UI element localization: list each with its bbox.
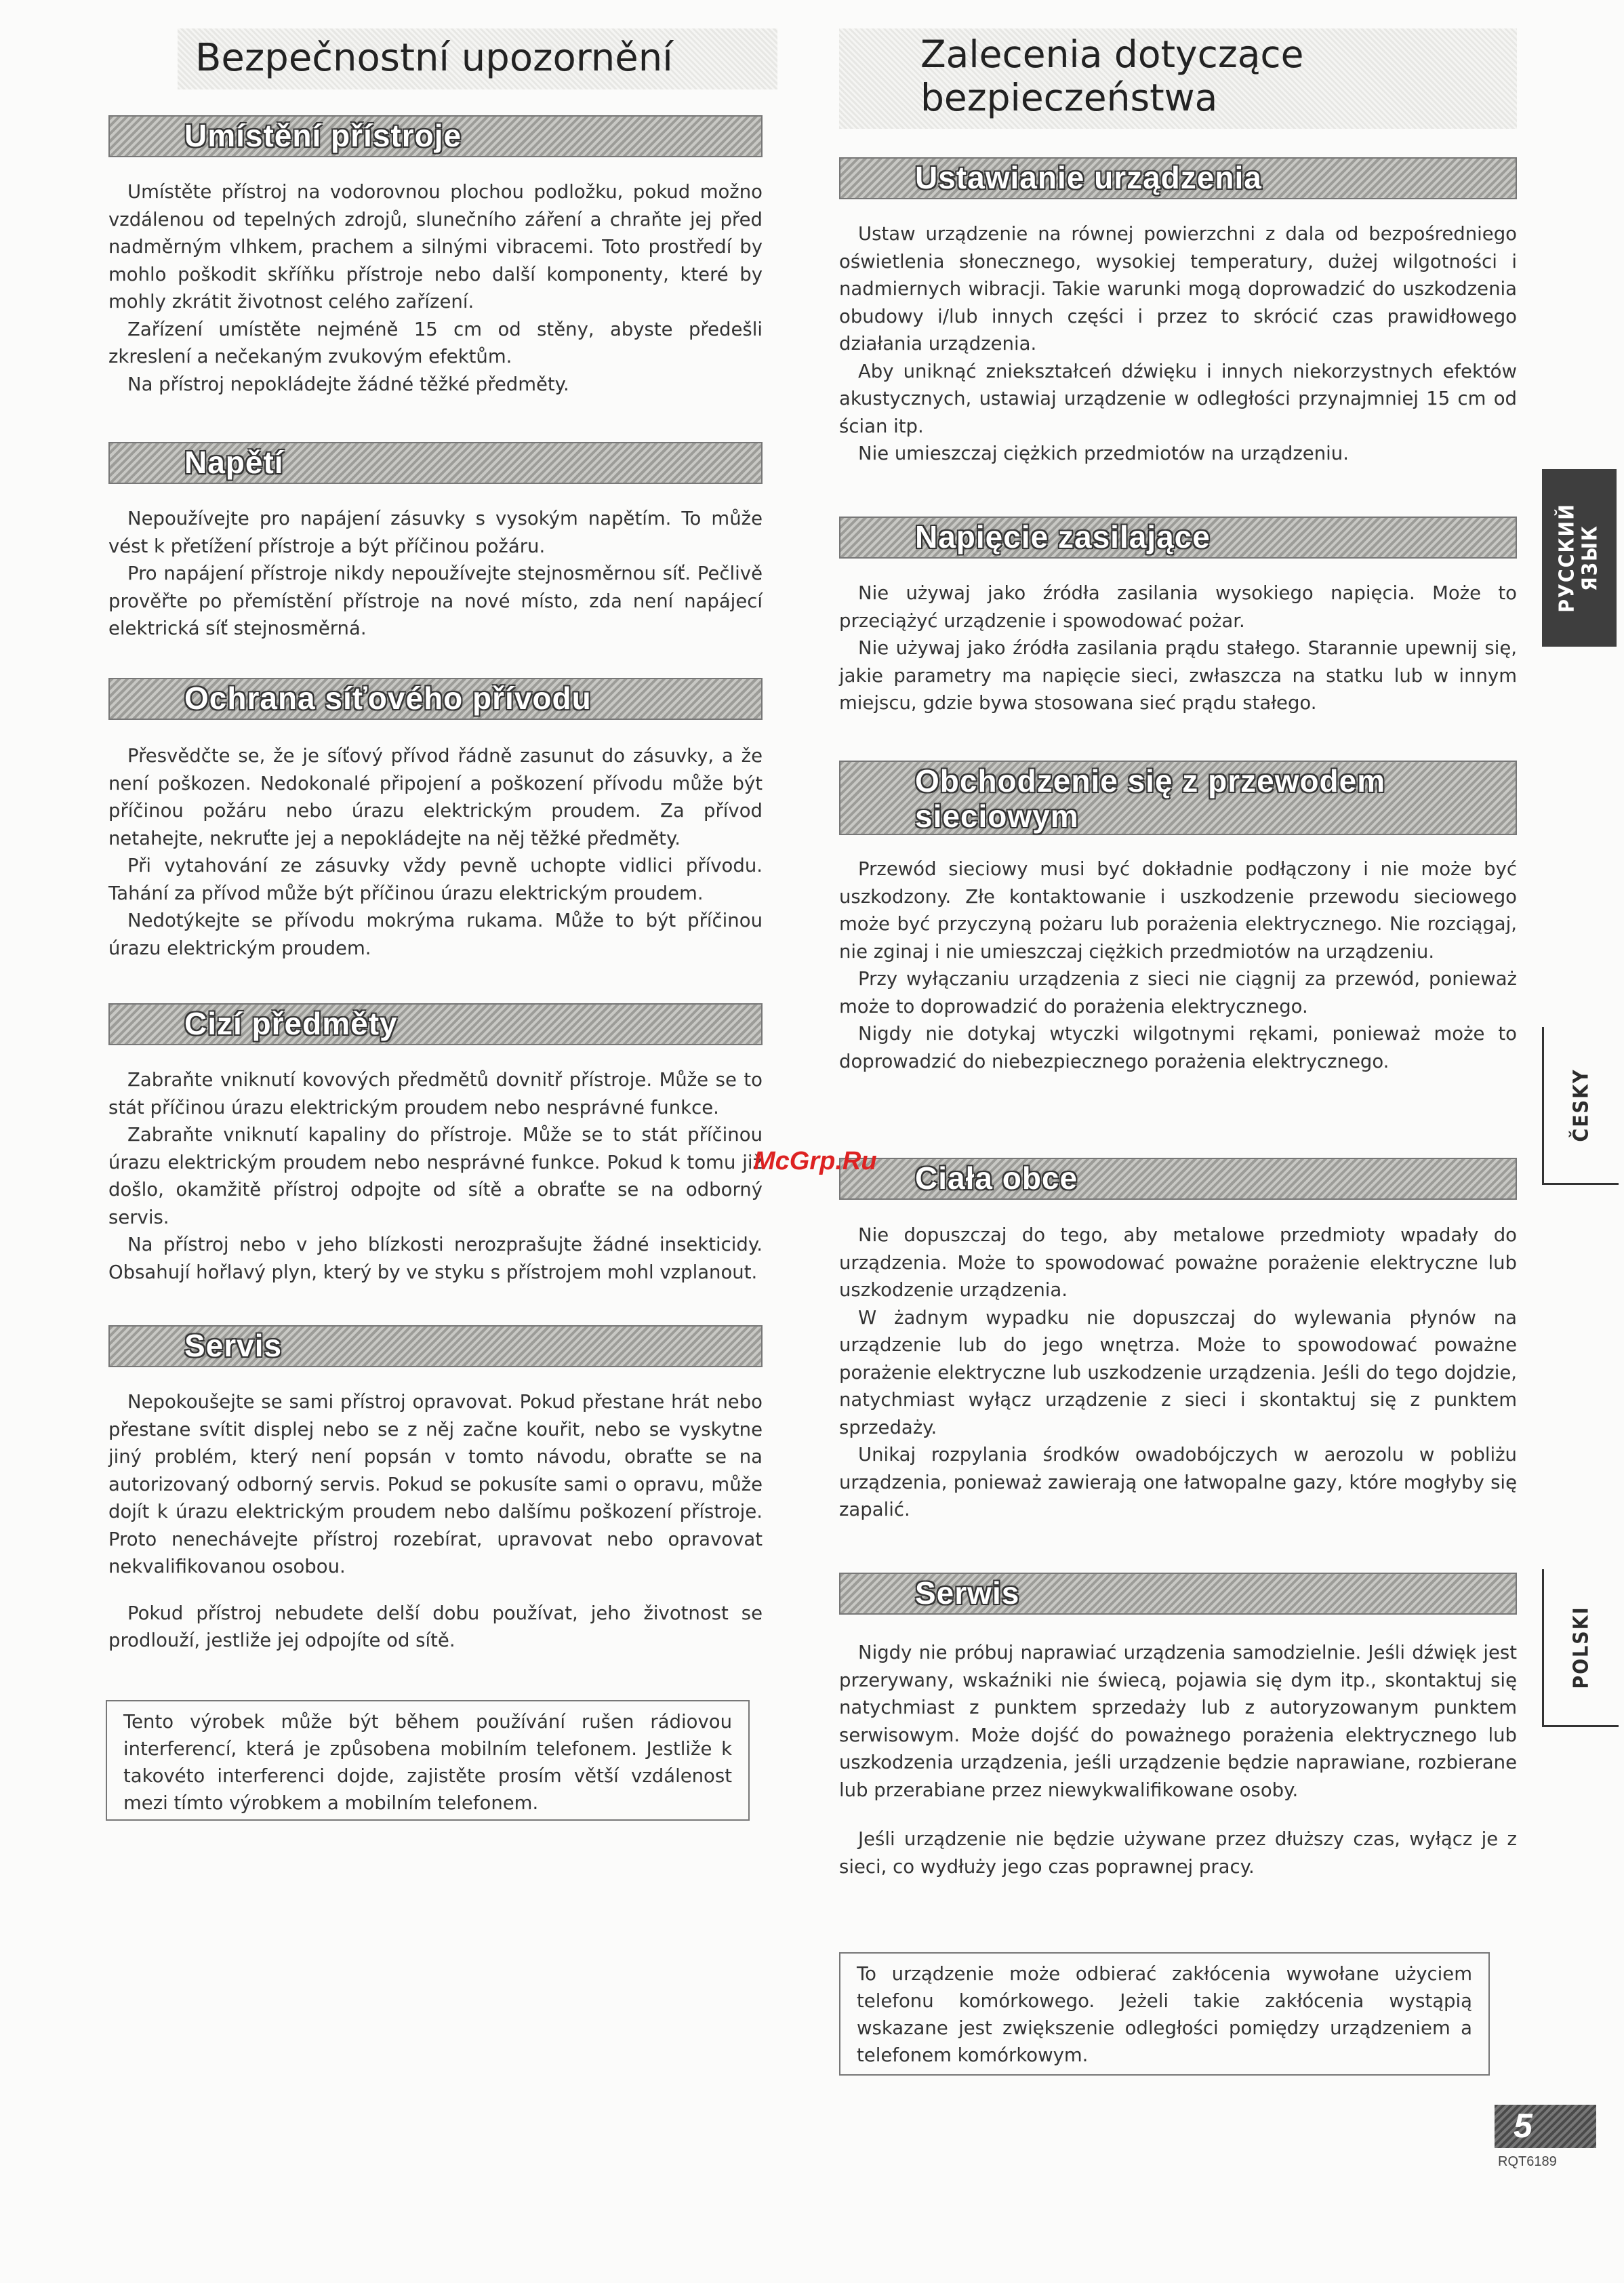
paragraph: W żadnym wypadku nie dopuszczaj do wylewania płynów na urządzenie lub do jego wnętrza. Może to spowodować poważne porażenie elektryczne lub uszkodzenie urządzenia. Jeśli do tego dojdzie, natychmiast wyłącz urządzenie z sieci i skontaktuj się z punktem sprzedaży.	[839, 1306, 1517, 1438]
section-heading-cord-pl	[839, 761, 1517, 835]
section-heading-label: Napięcie zasilające	[915, 519, 1211, 554]
paragraph: Nie używaj jako źródła zasilania wysokiego napięcia. Może to przeciążyć urządzenie i spowodować pożar.	[839, 582, 1517, 632]
paragraph: Na přístroj nebo v jeho blízkosti nerozprašujte žádné insekticidy. Obsahují hořlavý plyn, který by ve styku s přístrojem mohl vzplanout.	[108, 1234, 763, 1283]
paragraph: Nepoužívejte pro napájení zásuvky s vysokým napětím. To může vést k přetížení přístroje a být příčinou požáru.	[108, 508, 763, 557]
page-title-line: bezpieczeństwa	[920, 76, 1218, 119]
paragraph: Nedotýkejte se přívodu mokrýma rukama. Může to být příčinou úrazu elektrickým proudem.	[108, 910, 763, 959]
paragraph: Při vytahování ze zásuvky vždy pevně uchopte vidlici přívodu. Tahání za přívod může být příčinou úrazu elektrickým proudem.	[108, 855, 763, 904]
section-heading-label: Serwis	[915, 1575, 1020, 1611]
section-heading-cord-cz	[108, 678, 763, 720]
language-tab-label: РУССКИЙ	[1556, 503, 1579, 613]
section-heading-label: Umístění přístroje	[184, 118, 462, 153]
section-heading-label: Ustawianie urządzenia	[915, 160, 1262, 195]
paragraph: Unikaj rozpylania środków owadobójczych w aerozolu w pobliżu urządzenia, ponieważ zawierają one łatwopalne gazy, które mogłyby się zapalić.	[839, 1444, 1517, 1520]
section-heading-placement-pl	[839, 157, 1517, 199]
notice-box-pl: To urządzenie może odbierać zakłócenia wywołane użyciem telefonu komórkowego. Jeżeli takie zakłócenia wystąpią wskazane jest zwiększenie odległości pomiędzy urządzeniem a telefonem komórkowym.	[839, 1952, 1490, 2076]
section-body-placement-pl	[839, 220, 1517, 468]
watermark: McGrp.Ru	[754, 1147, 877, 1175]
language-tab-label: ČESKY	[1569, 1068, 1593, 1142]
section-body-voltage-pl	[839, 580, 1517, 717]
paragraph: Nie dopuszczaj do tego, aby metalowe przedmioty wpadały do urządzenia. Może to spowodować poważne porażenie elektryczne lub uszkodzenie urządzenia.	[839, 1224, 1517, 1301]
section-heading-foreign-objects-pl	[839, 1158, 1517, 1200]
section-body-foreign-objects-cz	[108, 1066, 763, 1286]
section-heading-foreign-objects-cz	[108, 1003, 763, 1045]
section-heading-voltage-pl	[839, 517, 1517, 559]
section-heading-voltage-cz	[108, 442, 763, 484]
section-heading-label: Ciała obce	[915, 1160, 1078, 1196]
paragraph: Umístěte přístroj na vodorovnou plochou podložku, pokud možno vzdálenou od tepelných zdrojů, slunečního záření a chraňte jej před nadměrným vlhkem, prachem a silnými vibracemi. Toto prostředí by mohlo poškodit skříňku přístroje nebo další komponenty, které by mohly zkrátit životnost celého zařízení.	[108, 181, 763, 312]
section-heading-label: Servis	[184, 1328, 283, 1363]
paragraph: Zabraňte vniknutí kovových předmětů dovnitř přístroje. Může se to stát příčinou úrazu elektrickým proudem nebo nesprávné funkce.	[108, 1069, 763, 1118]
section-body-cord-pl	[839, 855, 1517, 1075]
section-body-cord-cz	[108, 742, 763, 962]
section-body-voltage-cz	[108, 505, 763, 643]
paragraph: Zabraňte vniknutí kapaliny do přístroje. Může se to stát příčinou úrazu elektrickým proudem nebo nesprávné funkce. Pokud k tomu již došlo, okamžitě přístroj odpojte od sítě a obraťte se na odborný servis.	[108, 1124, 763, 1228]
paragraph: Nepokoušejte se sami přístroj opravovat. Pokud přestane hrát nebo přestane svítit displej nebo se z něj začne kouřit, nebo se vyskytne jiný problém, který není popsán v tomto návodu, obraťte se na autorizovaný odborný servis. Pokud se pokusíte sami o opravu, může dojít k úrazu elektrickým proudem nebo dalšímu poškození přístroje. Proto nenechávejte přístroj rozebírat, upravovat nebo opravovat nekvalifikovanou osobou.	[108, 1391, 763, 1577]
section-body-service-pl	[839, 1639, 1517, 1880]
paragraph: Nigdy nie próbuj naprawiać urządzenia samodzielnie. Jeśli dźwięk jest przerywany, wskaźniki nie świecą, pojawia się dym itp., skontaktuj się natychmiast z punktem sprzedaży lub z autoryzowanym punktem serwisowym. Może dojść do poważnego porażenia elektrycznego lub uszkodzenia urządzenia, jeśli urządzenie będzie naprawiane, rozbierane lub przerabiane przez niewykwalifikowane osoby.	[839, 1642, 1517, 1801]
paragraph: Pro napájení přístroje nikdy nepoužívejte stejnosměrnou síť. Pečlivě prověřte po přemístění přístroje na nové místo, zda není napájecí elektrická síť stejnosměrná.	[108, 563, 763, 639]
page-title-line: Zalecenia dotyczące	[920, 33, 1304, 76]
language-tab-czech	[1542, 1027, 1619, 1185]
notice-box-cz: Tento výrobek může být během používání rušen rádiovou interferencí, která je způsobena mobilním telefonem. Jestliže k takovéto interferenci dojde, zajistěte prosím větší vzdálenost mezi tímto výrobkem a mobilním telefonem.	[106, 1700, 750, 1821]
language-tab-russian	[1542, 469, 1617, 647]
paragraph: Přesvědčte se, že je síťový přívod řádně zasunut do zásuvky, a že není poškozen. Nedokonalé připojení a poškození přívodu může být příčinou požáru nebo úrazu elektrickým proudem. Za přívod netahejte, nekruťte jej a nepokládejte na něj těžké předměty.	[108, 745, 763, 849]
section-heading-label: Obchodzenie się z przewodem sieciowym	[915, 763, 1386, 834]
section-heading-label: Napětí	[184, 445, 284, 480]
paragraph: Aby uniknąć zniekształceń dźwięku i innych niekorzystnych efektów akustycznych, ustawiaj urządzenie w odległości przynajmniej 15 cm od ścian itp.	[839, 360, 1517, 437]
section-heading-label: Ochrana síťového přívodu	[184, 681, 592, 716]
paragraph: Na přístroj nepokládejte žádné těžké předměty.	[127, 373, 569, 395]
paragraph: Przewód sieciowy musi być dokładnie podłączony i nie może być uszkodzony. Złe kontaktowanie i uszkodzenie przewodu sieciowego może być przyczyną pożaru lub porażenia elektrycznego. Nie rozciągaj, nie zginaj i nie umieszczaj ciężkich przedmiotów na urządzeniu.	[839, 858, 1517, 963]
paragraph: Nie umieszczaj ciężkich przedmiotów na urządzeniu.	[858, 443, 1349, 464]
page-number: 5	[1495, 2105, 1596, 2148]
paragraph: Nigdy nie dotykaj wtyczki wilgotnymi rękami, ponieważ może to doprowadzić do niebezpiecznego porażenia elektrycznego.	[839, 1023, 1517, 1072]
paragraph: Nie używaj jako źródła zasilania prądu stałego. Starannie upewnij się, jakie parametry ma napięcie sieci, zwłaszcza na statku lub w innym miejscu, gdzie bywa stosowana sieć prądu stałego.	[839, 637, 1517, 714]
section-body-foreign-objects-pl	[839, 1221, 1517, 1524]
paragraph: Ustaw urządzenie na równej powierzchni z dala od bezpośredniego oświetlenia słonecznego, wysokiej temperatury, dużej wilgotności i nadmiernych wibracji. Takie warunki mogą doprowadzić do uszkodzenia obudowy i/lub innych części i przez to skrócić czas prawidłowego działania urządzenia.	[839, 223, 1517, 355]
page-title-polish	[839, 28, 1517, 129]
section-heading-service-pl	[839, 1573, 1517, 1615]
paragraph: Pokud přístroj nebudete delší dobu používat, jeho životnost se prodlouží, jestliže jej odpojíte od sítě.	[108, 1602, 763, 1651]
section-heading-placement-cz	[108, 115, 763, 157]
section-heading-service-cz	[108, 1325, 763, 1367]
paragraph: Zařízení umístěte nejméně 15 cm od stěny, abyste předešli zkreslení a nečekaným zvukovým efektům.	[108, 318, 763, 367]
language-tab-label: POLSKI	[1569, 1605, 1593, 1689]
document-code: RQT6189	[1498, 2154, 1557, 2169]
paragraph: Przy wyłączaniu urządzenia z sieci nie ciągnij za przewód, ponieważ może to doprowadzić do porażenia elektrycznego.	[839, 968, 1517, 1017]
section-heading-label: Cizí předměty	[184, 1006, 398, 1041]
paragraph: Jeśli urządzenie nie będzie używane przez dłuższy czas, wyłącz je z sieci, co wydłuży jego czas poprawnej pracy.	[839, 1828, 1517, 1878]
section-body-placement-cz	[108, 178, 763, 398]
page-title-czech: Bezpečnostní upozornění	[178, 28, 777, 89]
language-tab-label: ЯЗЫК	[1579, 525, 1602, 591]
language-tab-polish	[1542, 1569, 1619, 1727]
section-body-service-cz	[108, 1388, 763, 1655]
